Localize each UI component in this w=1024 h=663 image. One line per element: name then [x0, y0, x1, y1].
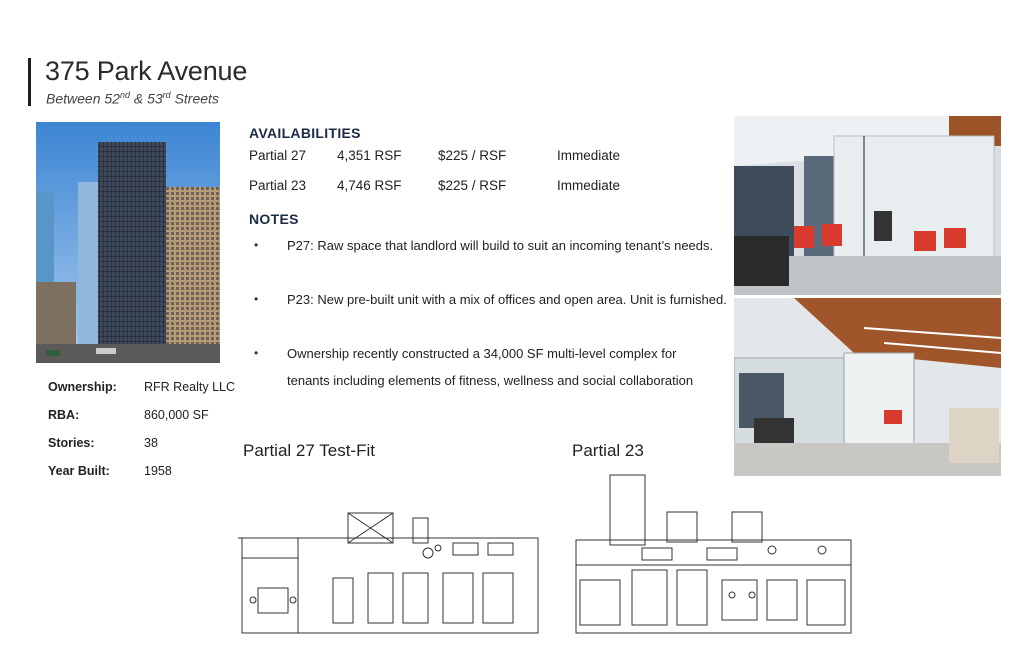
avail-rent-2: $225 / RSF [438, 178, 507, 193]
floor-plan-partial-27 [238, 508, 544, 638]
avail-size-1: 4,351 RSF [337, 148, 402, 163]
avail-timing-2: Immediate [557, 178, 621, 193]
fact-label-rba: RBA: [48, 408, 80, 422]
notes-heading: NOTES [249, 211, 299, 227]
fact-value-year-built: 1958 [144, 464, 172, 478]
avail-space-2: Partial 23 [249, 178, 307, 193]
fact-value-rba: 860,000 SF [144, 408, 209, 422]
availabilities-heading: AVAILABILITIES [249, 125, 361, 141]
note-bullet-1: • [254, 238, 259, 252]
interior-photo-bottom [734, 298, 1001, 476]
note-item-2: P23: New pre-built unit with a mix of offices and open area. Unit is furnished. [287, 292, 727, 307]
title-accent-bar [28, 58, 31, 106]
note-item-3: Ownership recently constructed a 34,000 SF multi-level complex for tenants including elements of fitness, wellness and social collaboration [287, 346, 694, 388]
note-bullet-2: • [254, 292, 259, 306]
fact-label-year-built: Year Built: [48, 464, 110, 478]
page-title: 375 Park Avenue [45, 56, 248, 86]
fact-label-stories: Stories: [48, 436, 95, 450]
floor-plan-partial-23 [572, 470, 854, 638]
building-photo [36, 122, 220, 363]
interior-photo-top [734, 116, 1001, 295]
plan-title-partial-23: Partial 23 [572, 441, 644, 460]
avail-rent-1: $225 / RSF [438, 148, 507, 163]
fact-label-ownership: Ownership: [48, 380, 117, 394]
fact-value-stories: 38 [144, 436, 158, 450]
fact-value-ownership: RFR Realty LLC [144, 380, 235, 394]
avail-space-1: Partial 27 [249, 148, 307, 163]
avail-size-2: 4,746 RSF [337, 178, 402, 193]
avail-timing-1: Immediate [557, 148, 621, 163]
note-bullet-3: • [254, 346, 259, 360]
plan-title-partial-27: Partial 27 Test-Fit [243, 441, 375, 460]
note-item-1: P27: Raw space that landlord will build to suit an incoming tenant’s needs. [287, 238, 714, 253]
page-subtitle: Between 52nd & 53rd Streets [46, 90, 219, 107]
